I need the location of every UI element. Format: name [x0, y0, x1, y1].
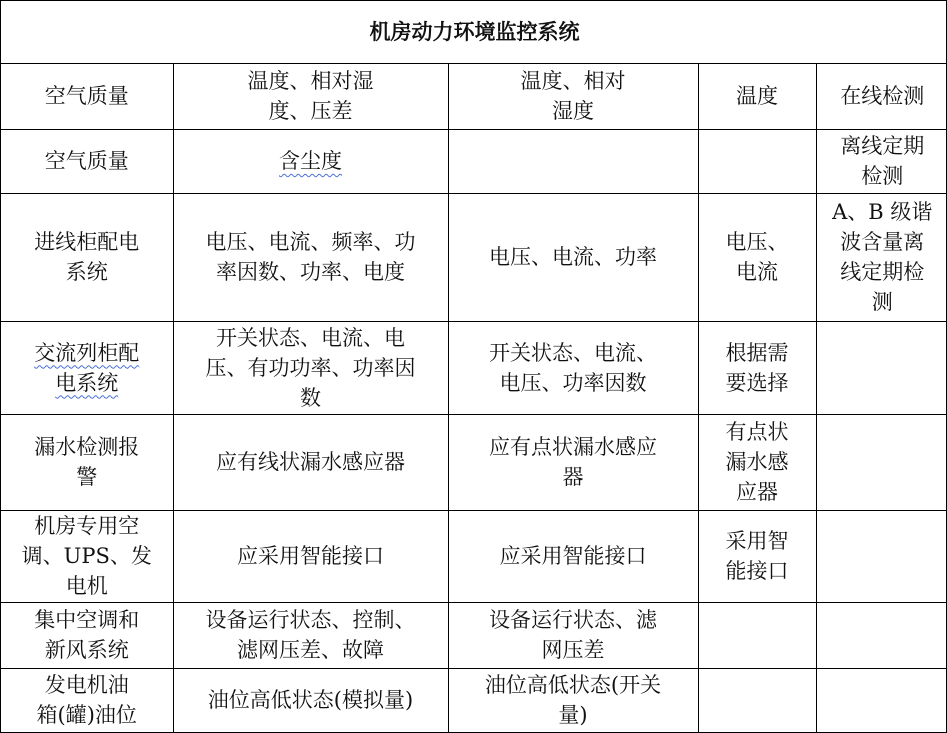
- level-b-cell: 电压、电流、功率: [448, 193, 698, 321]
- level-b-cell: 温度、相对 湿度: [448, 63, 698, 129]
- level-b-cell: [448, 129, 698, 193]
- table-row: [1, 63, 947, 129]
- level-a-cell: 设备运行状态、控制、 滤网压差、故障: [173, 602, 448, 668]
- table-row: [1, 668, 947, 732]
- item-cell: 漏水检测报 警: [1, 414, 173, 510]
- remark-cell: [816, 602, 947, 668]
- remark-cell: [816, 414, 947, 510]
- table-row: [1, 602, 947, 668]
- table-row: [1, 414, 947, 510]
- remark-cell: A、B 级谐 波含量离 线定期检 测: [816, 193, 947, 321]
- level-a-cell: [173, 129, 448, 193]
- level-a-cell: 开关状态、电流、电 压、有功功率、功率因 数: [173, 321, 448, 414]
- item-cell: 机房专用空 调、UPS、发 电机: [1, 510, 173, 602]
- level-a-cell: 应采用智能接口: [173, 510, 448, 602]
- remark-cell: [816, 510, 947, 602]
- remark-cell: [816, 321, 947, 414]
- level-c-cell: 根据需 要选择: [698, 321, 816, 414]
- table-row: [1, 321, 947, 414]
- level-b-cell: 设备运行状态、滤 网压差: [448, 602, 698, 668]
- level-a-cell: 电压、电流、频率、功 率因数、功率、电度: [173, 193, 448, 321]
- level-a-cell: 应有线状漏水感应器: [173, 414, 448, 510]
- item-cell: [1, 321, 173, 414]
- table-title-row: [1, 1, 947, 63]
- item-cell: 进线柜配电 系统: [1, 193, 173, 321]
- level-c-cell: 有点状 漏水感 应器: [698, 414, 816, 510]
- item-cell: 集中空调和 新风系统: [1, 602, 173, 668]
- remark-cell: 在线检测: [816, 63, 947, 129]
- level-c-cell: [698, 602, 816, 668]
- monitoring-requirements-table: [1, 1, 947, 733]
- spellcheck-underlined-text: 交流列柜配 电系统: [34, 340, 140, 395]
- table-row: [1, 193, 947, 321]
- item-cell: 空气质量: [1, 63, 173, 129]
- level-a-cell: 油位高低状态(模拟量): [173, 668, 448, 732]
- level-b-cell: 应采用智能接口: [448, 510, 698, 602]
- level-c-cell: 采用智 能接口: [698, 510, 816, 602]
- table-row: [1, 129, 947, 193]
- level-c-cell: 温度: [698, 63, 816, 129]
- level-c-cell: [698, 129, 816, 193]
- table-row: [1, 510, 947, 602]
- level-b-cell: 开关状态、电流、 电压、功率因数: [448, 321, 698, 414]
- item-cell: 空气质量: [1, 129, 173, 193]
- level-c-cell: 电压、 电流: [698, 193, 816, 321]
- level-a-cell: 温度、相对湿 度、压差: [173, 63, 448, 129]
- item-cell: 发电机油 箱(罐)油位: [1, 668, 173, 732]
- table-title: 机房动力环境监控系统: [1, 1, 947, 63]
- spellcheck-underlined-text: 含尘度: [279, 149, 342, 173]
- level-c-cell: [698, 668, 816, 732]
- remark-cell: [816, 668, 947, 732]
- level-b-cell: 油位高低状态(开关 量): [448, 668, 698, 732]
- level-b-cell: 应有点状漏水感应 器: [448, 414, 698, 510]
- remark-cell: 离线定期 检测: [816, 129, 947, 193]
